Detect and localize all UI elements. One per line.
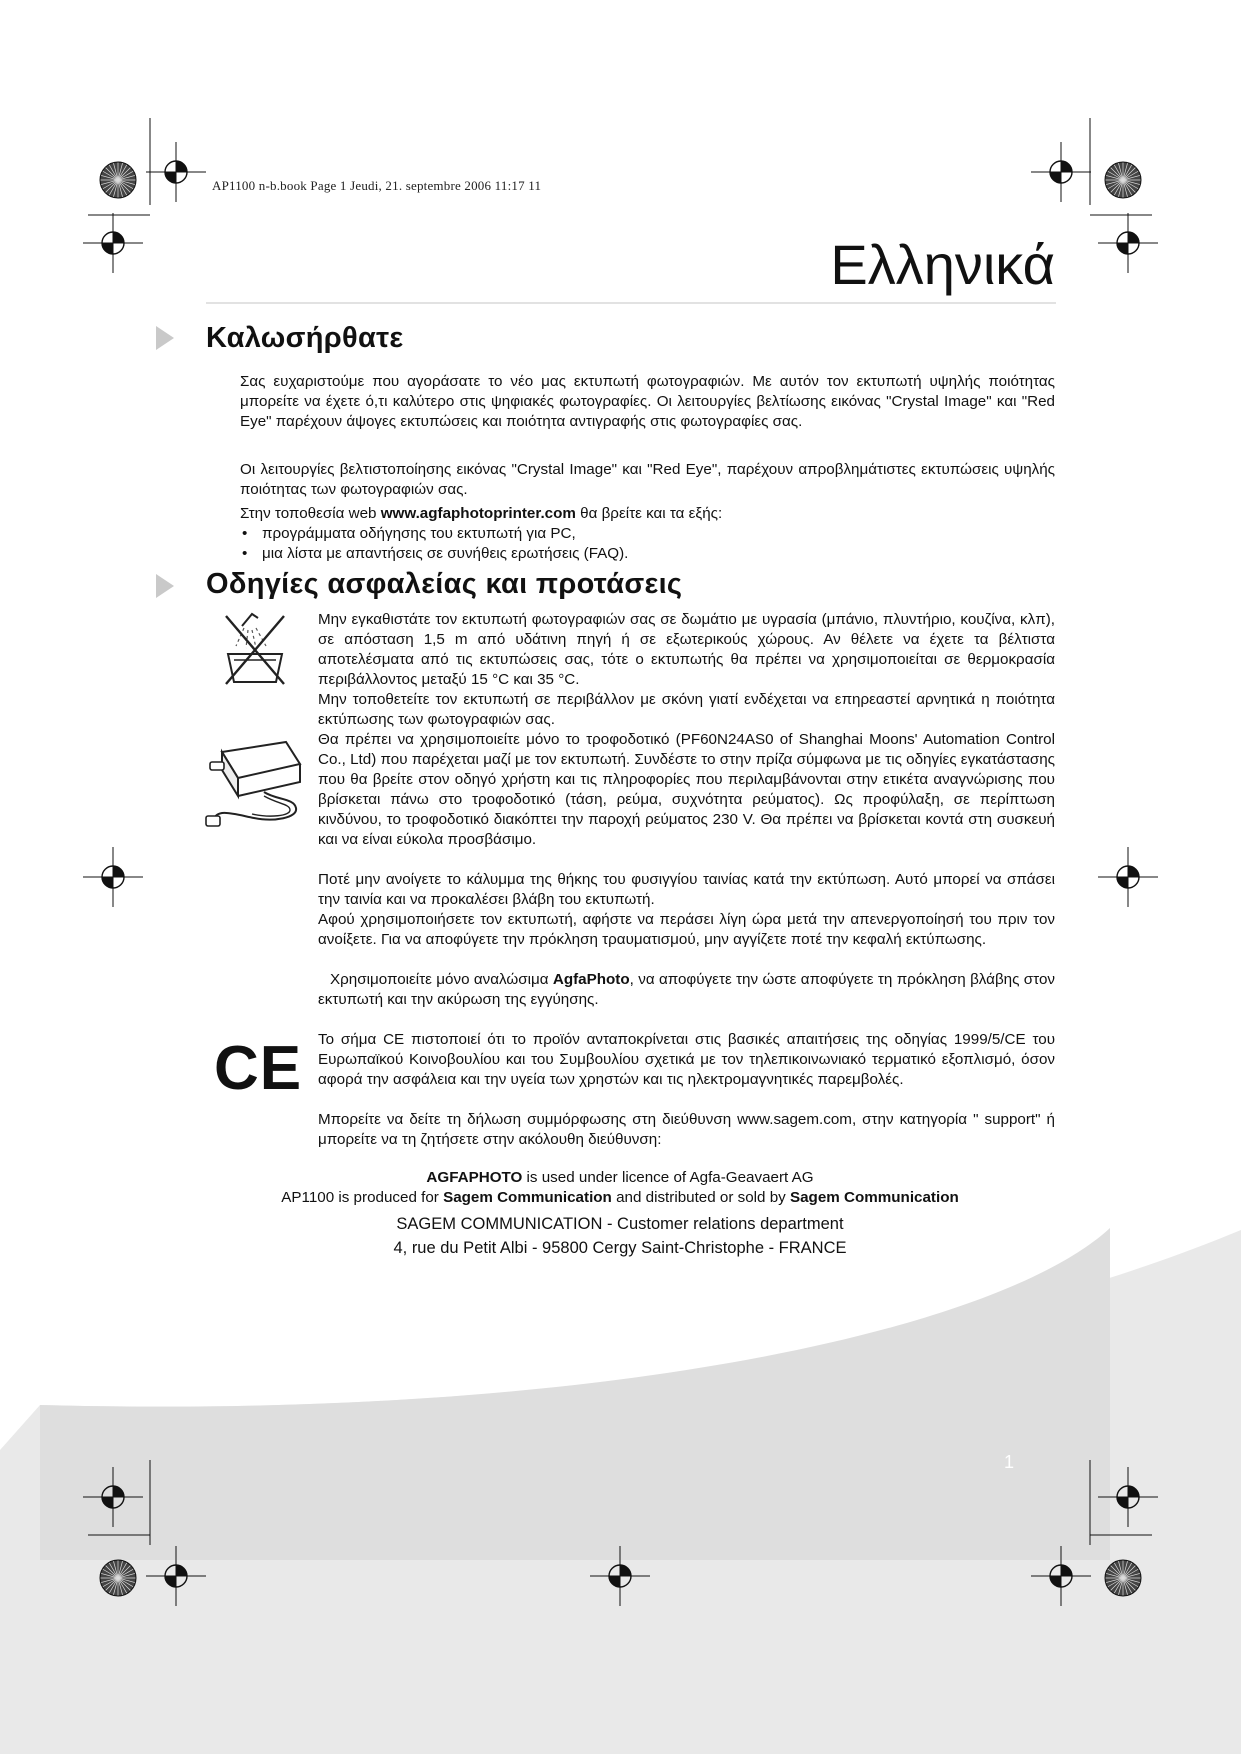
- no-water-icon: [222, 610, 288, 686]
- licence-line: [160, 1168, 1080, 1188]
- website-link[interactable]: www.agfaphotoprinter.com: [380, 505, 576, 522]
- welcome-web-text: Στην τοποθεσία web: [240, 505, 381, 522]
- welcome-paragraph-3: [240, 504, 1055, 524]
- welcome-web-text-end: θα βρείτε και τα εξής:: [575, 505, 723, 522]
- section-arrow-icon: [156, 326, 174, 350]
- safety-title: Οδηγίες ασφαλείας και προτάσεις: [206, 568, 683, 600]
- power-adapter-icon: [204, 738, 304, 830]
- ce-mark-icon: CE: [214, 1034, 303, 1103]
- safety-paragraph-6: [318, 970, 1055, 1010]
- consumables-text: Χρησιμοποιείτε μόνο αναλώσιμα: [330, 971, 553, 988]
- agfaphoto-brand-footer: AGFAPHOTO: [426, 1169, 523, 1186]
- list-item: • μια λίστα με απαντήσεις σε συνήθεις ερωτήσεις (FAQ).: [240, 544, 628, 564]
- agfaphoto-brand: AgfaPhoto: [552, 971, 630, 988]
- safety-paragraph-5: Αφού χρησιμοποιήσετε τον εκτυπωτή, αφήστε να περάσει λίγη ώρα μετά την απενεργοποίησή του πριν τον ανοίξετε. Για να αποφύγετε την πρόκληση τραυματισμού, μην αγγίζετε ποτέ την κεφαλή εκτύπωσης.: [318, 911, 1055, 948]
- list-item: • προγράμματα οδήγησης του εκτυπωτή για PC,: [240, 524, 628, 544]
- welcome-title: Καλωσήρθατε: [206, 322, 404, 354]
- safety-paragraph-3: Θα πρέπει να χρησιμοποιείτε μόνο το τροφοδοτικό (PF60N24AS0 of Shanghai Moons' Automation Control Co., Ltd) που παρέχεται μαζί με τον εκτυπωτή. Συνδέστε το στην πρίζα σύμφωνα με τις οδηγίες εγκατάστασης που θα βρείτε στον οδηγό χρήστη και τις πληροφορίες που περιλαμβάνονται στην ετικέτα αναγνώρισης που βρίσκεται πάνω στο τροφοδοτικό (τάση, ρεύμα, συχνότητα ρεύματος). Ως προφύλαξη, σε περίπτωση κινδύνου, το τροφοδοτικό διακόπτει την παροχή ρεύματος 230 V. Θα πρέπει να βρίσκεται κοντά στη συσκευή και να είναι εύκολα προσβάσιμο.: [318, 731, 1055, 848]
- licence-text: is used under licence of Agfa-Geavaert AG: [522, 1169, 814, 1186]
- title-divider: [206, 302, 1056, 304]
- consumables-text-end: , να αποφύγετε την ώστε αποφύγετε τη πρόκληση βλάβης στον εκτυπωτή και την ακύρωση της εγγύησης.: [318, 971, 1055, 1008]
- ce-paragraph-1: Το σήμα CE πιστοποιεί ότι το προϊόν ανταποκρίνεται στις βασικές απαιτήσεις της οδηγίας 1999/5/CE του Ευρωπαϊκού Κοινοβουλίου και του Συμβουλίου σχετικά με τον τηλεπικοινωνιακό τερματικό εξοπλισμό, όσον αφορά την ασφάλεια και την υγεία των χρηστών και τις ηλεκτρομαγνητικές παρεμβολές.: [318, 1031, 1055, 1088]
- book-header-line: AP1100 n-b.book Page 1 Jeudi, 21. septembre 2006 11:17 11: [212, 178, 542, 193]
- safety-paragraph-4: Ποτέ μην ανοίγετε το κάλυμμα της θήκης του φυσιγγίου ταινίας κατά την εκτύπωση. Αυτό μπορεί να σπάσει την ταινία και να προκαλέσει βλάβη του εκτυπωτή.: [318, 871, 1055, 908]
- address-line-1: SAGEM COMMUNICATION - Customer relations department: [396, 1215, 844, 1233]
- page-number: 1: [1004, 1452, 1015, 1472]
- welcome-bullet-list: [240, 524, 628, 564]
- produced-line: [160, 1188, 1080, 1208]
- safety-paragraph-1: Μην εγκαθιστάτε τον εκτυπωτή φωτογραφιών σας σε δωμάτιο με υγρασία (μπάνιο, πλυντήριο, κουζίνα, κλπ), σε απόσταση 1,5 m από υδάτινη πηγή ή σε εξωτερικούς χώρους. Αν θέλετε να έχετε τα βέλτιστα αποτελέσματα από τις εκτυπώσεις σας, τότε ο εκτυπωτής θα πρέπει να χρησιμοποιείται σε θερμοκρασία περιβάλλοντος μεταξύ 15 °C και 35 °C.: [318, 611, 1055, 688]
- address-line-2: 4, rue du Petit Albi - 95800 Cergy Saint-Christophe - FRANCE: [393, 1239, 847, 1257]
- welcome-paragraph-2: Οι λειτουργίες βελτιστοποίησης εικόνας "Crystal Image" και "Red Eye", παρέχουν απροβλημάτιστες εκτυπώσεις υψηλής ποιότητας των φωτογραφιών σας.: [240, 461, 1055, 498]
- sagem-brand: Sagem Communication: [443, 1189, 612, 1206]
- section-arrow-icon: [156, 574, 174, 598]
- language-title: Ελληνικά: [830, 233, 1055, 296]
- safety-paragraph-2: Μην τοποθετείτε τον εκτυπωτή σε περιβάλλον με σκόνη γιατί ενδέχεται να επηρεαστεί αρνητικά η ποιότητα εκτύπωσης των φωτογραφιών σας.: [318, 691, 1055, 728]
- produced-text: AP1100 is produced for: [281, 1189, 444, 1206]
- ce-paragraph-2: Μπορείτε να δείτε τη δήλωση συμμόρφωσης στη διεύθυνση www.sagem.com, στην κατηγορία " support" ή μπορείτε να τη ζητήσετε στην ακόλουθη διεύθυνση:: [318, 1111, 1055, 1148]
- sagem-brand: Sagem Communication: [789, 1189, 959, 1206]
- produced-text-mid: and distributed or sold by: [611, 1189, 790, 1206]
- welcome-paragraph-1: Σας ευχαριστούμε που αγοράσατε το νέο μας εκτυπωτή φωτογραφιών. Με αυτόν τον εκτυπωτή υψηλής ποιότητας μπορείτε να έχετε ό,τι καλύτερο στις ψηφιακές φωτογραφίες. Οι λειτουργίες βελτίωσης εικόνας "Crystal Image" και "Red Eye" παρέχουν άψογες εκτυπώσεις και ποιότητα αντιγραφής στις φωτογραφίες σας.: [240, 373, 1055, 430]
